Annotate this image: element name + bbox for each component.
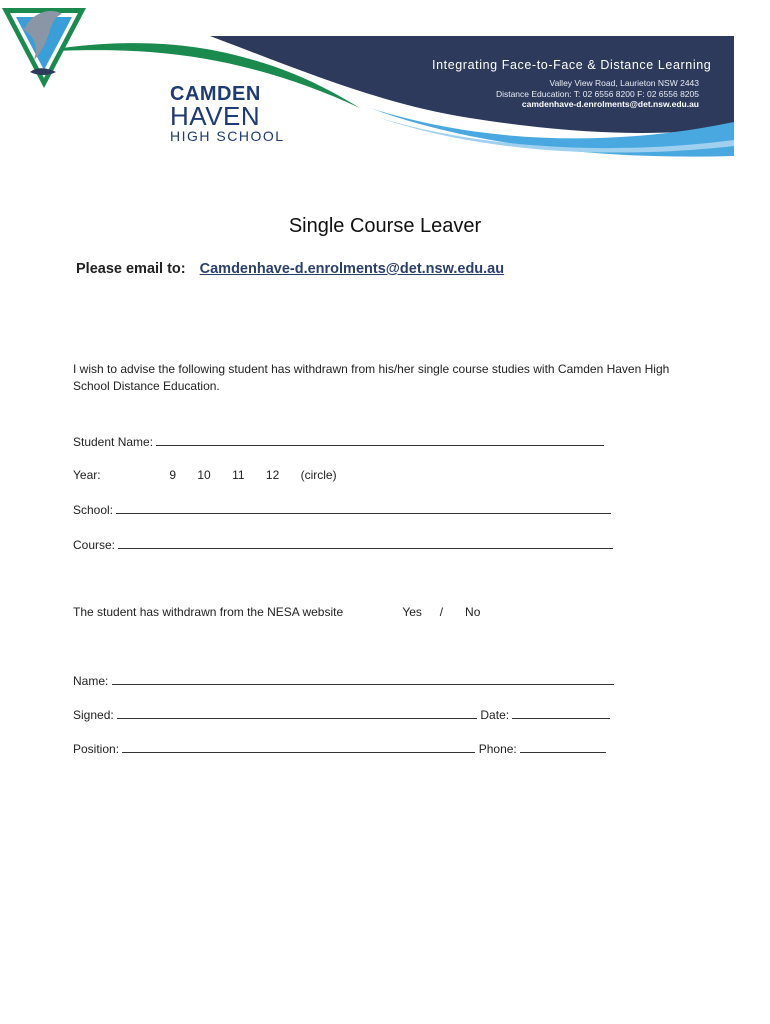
signed-label: Signed: — [73, 708, 114, 722]
nesa-slash: / — [439, 605, 444, 619]
signed-blank[interactable] — [117, 707, 477, 719]
crest-motto: Aim for the Highest — [110, 94, 146, 108]
student-name-field — [73, 434, 604, 449]
course-blank[interactable] — [118, 537, 613, 549]
date-blank[interactable] — [512, 707, 610, 719]
logo-line-high-school: HIGH SCHOOL — [170, 128, 285, 144]
banner-phone: Distance Education: T: 02 6556 8200 F: 02 6556 8205 — [495, 89, 699, 99]
email-label: Please email to: — [76, 261, 186, 277]
year-option-9[interactable]: 9 — [169, 468, 177, 482]
logo-line-haven: HAVEN — [170, 101, 261, 131]
date-label: Date: — [480, 708, 510, 722]
letterhead — [0, 0, 770, 200]
name-blank[interactable] — [112, 673, 614, 685]
intro-paragraph: I wish to advise the following student has withdrawn from his/her single course studies with Camden Haven High School Distance Education. — [73, 362, 670, 393]
banner-title: Integrating Face-to-Face & Distance Learning — [432, 58, 712, 72]
position-label: Position: — [73, 742, 120, 756]
nesa-question-field — [73, 605, 480, 619]
student-name-label: Student Name: — [73, 435, 154, 449]
signed-field — [73, 707, 610, 722]
school-blank[interactable] — [116, 502, 611, 514]
school-label: School: — [73, 503, 114, 517]
banner-address: Valley View Road, Laurieton NSW 2443 — [549, 78, 699, 88]
year-circle-note: (circle) — [300, 468, 337, 482]
course-field — [73, 537, 613, 552]
name-label: Name: — [73, 674, 109, 688]
school-crest-icon — [0, 0, 88, 90]
logo-line-camden: CAMDEN — [170, 83, 261, 105]
year-option-10[interactable]: 10 — [197, 468, 211, 482]
position-field — [73, 741, 606, 756]
banner-email[interactable]: camdenhave-d.enrolments@det.nsw.edu.au — [521, 99, 699, 109]
year-label: Year: — [73, 468, 101, 482]
nesa-no-option[interactable]: No — [465, 605, 481, 619]
name-field — [73, 673, 614, 688]
email-instruction — [76, 261, 504, 277]
phone-blank[interactable] — [520, 741, 606, 753]
course-label: Course: — [73, 538, 116, 552]
school-field — [73, 502, 611, 517]
nesa-yes-option[interactable]: Yes — [402, 605, 422, 619]
document-title: Single Course Leaver — [288, 215, 482, 237]
nesa-question: The student has withdrawn from the NESA website — [73, 605, 344, 619]
year-option-11[interactable]: 11 — [232, 468, 245, 482]
email-link[interactable]: Camdenhave-d.enrolments@det.nsw.edu.au — [199, 261, 505, 277]
student-name-blank[interactable] — [156, 434, 604, 446]
year-option-12[interactable]: 12 — [265, 468, 280, 482]
year-field — [73, 468, 337, 482]
school-logo-text — [170, 84, 285, 144]
phone-label: Phone: — [478, 742, 517, 756]
position-blank[interactable] — [122, 741, 475, 753]
